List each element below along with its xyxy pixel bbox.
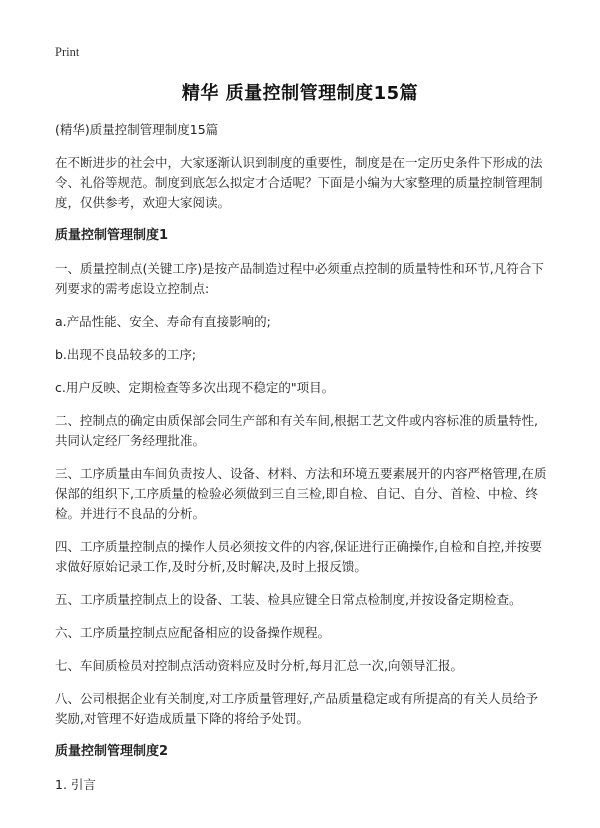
section1-paragraph: 七、车间质检员对控制点活动资料应及时分析,每月汇总一次,向领导汇报。 xyxy=(55,658,463,673)
section-heading-1: 质量控制管理制度1 xyxy=(55,228,169,243)
section1-paragraph: 一、质量控制点(关键工序)是按产品制造过程中必须重点控制的质量特性和环节,凡符合下列要求的需考虑设立控制点: xyxy=(55,261,544,296)
print-label: Print xyxy=(55,45,80,59)
section1-paragraph: 三、工序质量由车间负责按人、设备、材料、方法和环境五要素展开的内容严格管理,在质保部的组织下,工序质量的检验必须做到三自三检,即自检、自记、自分、首检、中检、终检。并进行不良品的分析。 xyxy=(55,466,547,521)
section1-paragraph: a.产品性能、安全、寿命有直接影响的; xyxy=(55,314,271,329)
section1-paragraph: b.出现不良品较多的工序; xyxy=(55,347,197,362)
document-title: 精华 质量控制管理制度15篇 xyxy=(181,83,419,104)
section1-paragraph: c.用户反映、定期检查等多次出现不稳定的"项目。 xyxy=(55,380,335,395)
section1-paragraph: 八、公司根据企业有关制度,对工序质量管理好,产品质量稳定或有所提高的有关人员给予奖励,对管理不好造成质量下降的将给予处罚。 xyxy=(55,691,538,726)
section1-paragraph: 六、工序质量控制点应配备相应的设备操作规程。 xyxy=(55,625,331,640)
section1-paragraph: 二、控制点的确定由质保部会同生产部和有关车间,根据工艺文件或内容标准的质量特性,共同认定经厂务经理批准。 xyxy=(55,413,538,448)
document-body xyxy=(55,120,550,795)
document-subtitle: (精华)质量控制管理制度15篇 xyxy=(55,122,219,137)
intro-paragraph: 在不断进步的社会中，大家逐渐认识到制度的重要性，制度是在一定历史条件下形成的法令、礼俗等规范。制度到底怎么拟定才合适呢？下面是小编为大家整理的质量控制管理制度，仅供参考，欢迎大家阅读。 xyxy=(55,155,543,210)
section1-paragraph: 五、工序质量控制点上的设备、工装、检具应键全日常点检制度,并按设备定期检查。 xyxy=(55,592,522,607)
section2-paragraph: 1. 引言 xyxy=(55,777,96,792)
section1-paragraph: 四、工序质量控制点的操作人员必须按文件的内容,保证进行正确操作,自检和自控,并按要求做好原始记录工作,及时分析,及时解决,及时上报反馈。 xyxy=(55,539,542,574)
section-heading-2: 质量控制管理制度2 xyxy=(55,744,169,759)
